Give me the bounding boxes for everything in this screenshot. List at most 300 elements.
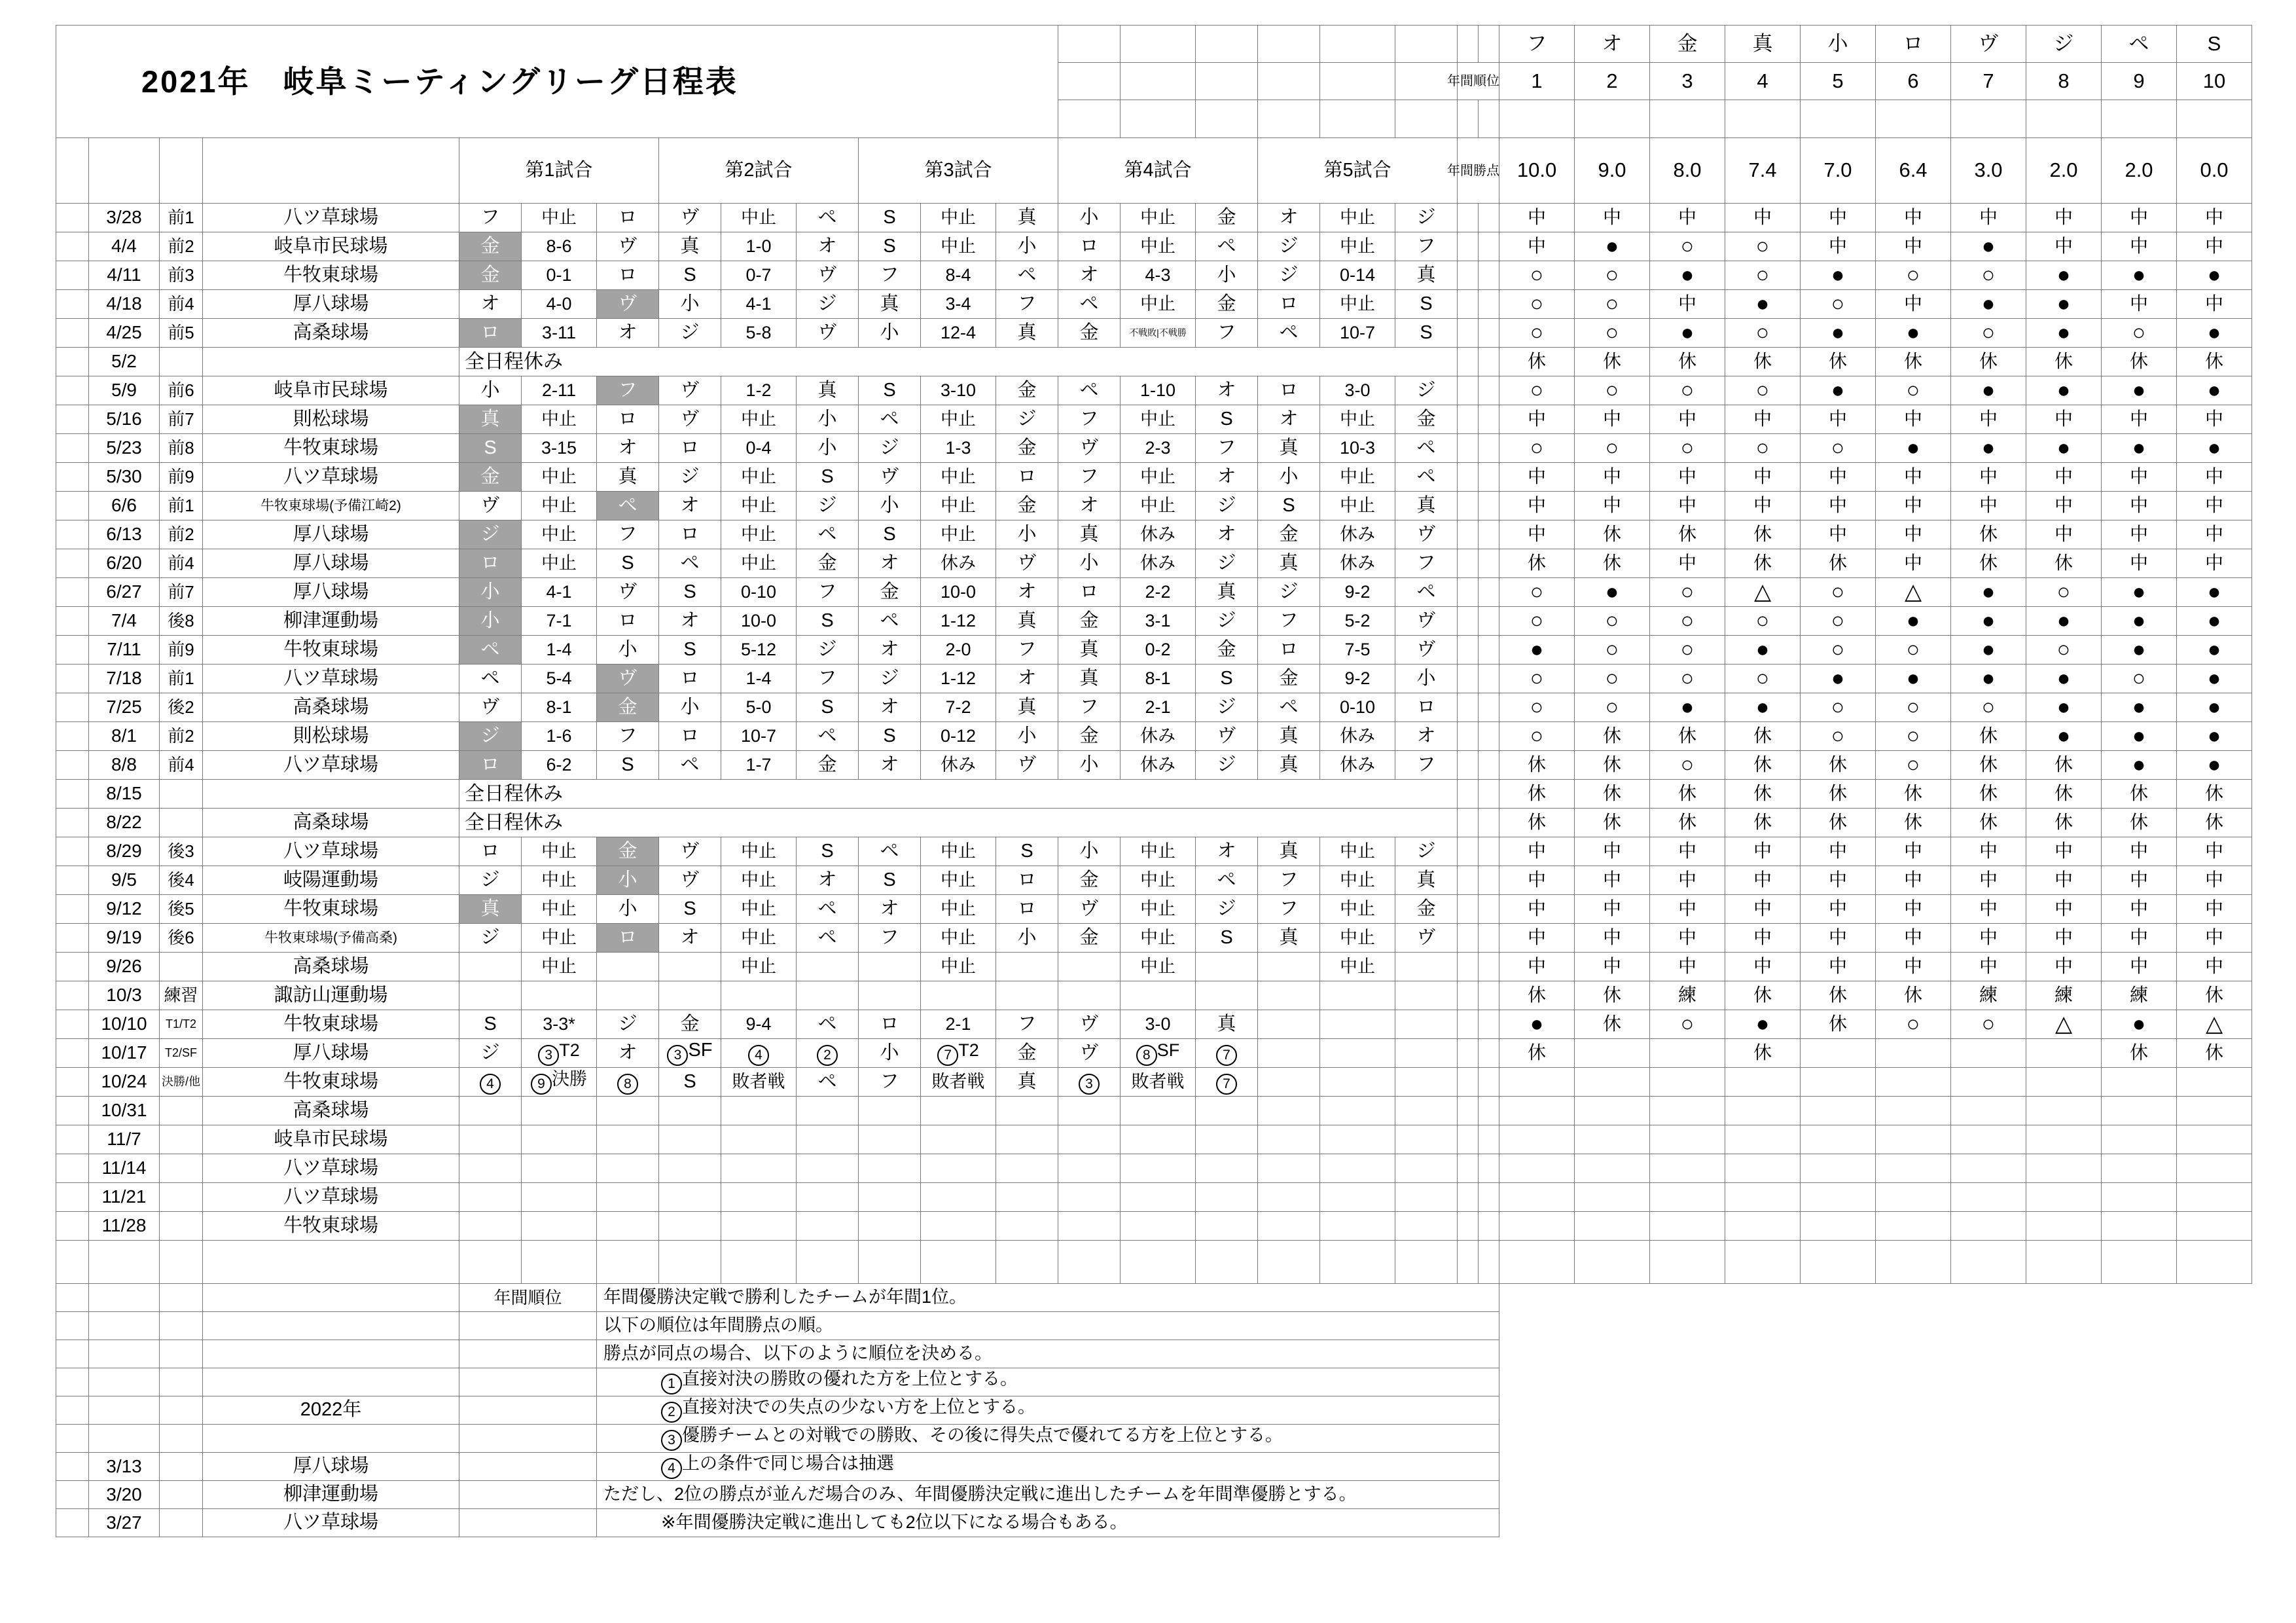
annual-rank-value: 5 bbox=[1801, 63, 1876, 100]
result-cell: 休 bbox=[1499, 780, 1575, 809]
date-cell: 7/25 bbox=[89, 693, 160, 722]
team-cell: ロ bbox=[659, 665, 721, 693]
score-cell: 中止 bbox=[1320, 463, 1395, 492]
date-cell: 7/4 bbox=[89, 607, 160, 636]
result-cell: ○ bbox=[1650, 1010, 1725, 1039]
game-cell-empty bbox=[1121, 1125, 1196, 1154]
team-cell: 小 bbox=[597, 636, 659, 665]
team-cell: オ bbox=[996, 665, 1058, 693]
row-margin bbox=[56, 376, 89, 405]
date-cell: 5/9 bbox=[89, 376, 160, 405]
team-cell: ジ bbox=[1258, 232, 1320, 261]
result-cell: ○ bbox=[1499, 722, 1575, 751]
team-cell: ペ bbox=[1258, 319, 1320, 348]
result-cell: ○ bbox=[1951, 1010, 2026, 1039]
result-cell: ○ bbox=[1575, 434, 1650, 463]
gap-cell bbox=[1458, 981, 1479, 1010]
void-area bbox=[1499, 1368, 2252, 1396]
score-cell: 休み bbox=[1320, 549, 1395, 578]
result-cell: 中 bbox=[1499, 232, 1575, 261]
result-cell: ● bbox=[1876, 607, 1951, 636]
annual-rank-value: 4 bbox=[1725, 63, 1801, 100]
result-cell bbox=[1575, 1212, 1650, 1241]
round-cell: 後6 bbox=[160, 924, 203, 953]
date-cell: 8/1 bbox=[89, 722, 160, 751]
game-cell-empty bbox=[721, 981, 797, 1010]
result-cell: 休 bbox=[1575, 520, 1650, 549]
result-cell: 休 bbox=[1725, 348, 1801, 376]
team-cell: ジ bbox=[1196, 492, 1258, 520]
venue-cell: 柳津運動場 bbox=[203, 1481, 459, 1509]
result-cell bbox=[1876, 1039, 1951, 1068]
result-cell: ● bbox=[1876, 319, 1951, 348]
team-cell: 金 bbox=[1196, 290, 1258, 319]
result-cell: ○ bbox=[1650, 665, 1725, 693]
team-cell: S bbox=[659, 578, 721, 607]
team-cell: 金 bbox=[1395, 405, 1458, 434]
game-cell-empty bbox=[597, 1212, 659, 1241]
result-cell: ○ bbox=[2026, 578, 2102, 607]
result-cell bbox=[1876, 1154, 1951, 1183]
team-cell: 金 bbox=[996, 492, 1058, 520]
result-cell: 中 bbox=[1575, 924, 1650, 953]
result-cell: ● bbox=[1951, 232, 2026, 261]
team-cell: ジ bbox=[459, 866, 522, 895]
result-cell bbox=[1951, 1097, 2026, 1125]
score-cell: 中止 bbox=[1121, 895, 1196, 924]
result-cell: 中 bbox=[1499, 924, 1575, 953]
round-cell bbox=[160, 1396, 203, 1425]
game-cell-empty bbox=[721, 1183, 797, 1212]
result-cell: 中 bbox=[1876, 866, 1951, 895]
result-cell bbox=[2102, 1068, 2177, 1097]
team-cell: ジ bbox=[459, 520, 522, 549]
result-cell: △ bbox=[1876, 578, 1951, 607]
result-cell: ● bbox=[1951, 290, 2026, 319]
score-cell: 休み bbox=[1121, 520, 1196, 549]
gap-cell bbox=[1479, 780, 1499, 809]
result-cell: 中 bbox=[1876, 204, 1951, 232]
gap-cell bbox=[1479, 376, 1499, 405]
team-cell: オ bbox=[659, 607, 721, 636]
gap-cell bbox=[1479, 607, 1499, 636]
team-cell bbox=[1395, 1039, 1458, 1068]
result-cell: 中 bbox=[2102, 204, 2177, 232]
score-cell: 中止 bbox=[1320, 232, 1395, 261]
result-cell: 中 bbox=[2177, 549, 2252, 578]
all-day-off-text: 全日程休み bbox=[459, 348, 1458, 376]
result-cell: ● bbox=[2177, 319, 2252, 348]
result-cell: 休 bbox=[1575, 722, 1650, 751]
row-margin bbox=[56, 636, 89, 665]
result-cell: 休 bbox=[1575, 780, 1650, 809]
team-cell: S bbox=[797, 463, 859, 492]
team-cell: ペ bbox=[1395, 434, 1458, 463]
annual-points-label: 年間勝点 bbox=[1458, 138, 1499, 204]
team-cell: ジ bbox=[459, 924, 522, 953]
result-cell: ○ bbox=[1650, 751, 1725, 780]
team-cell: ジ bbox=[597, 1010, 659, 1039]
venue-cell: 岐阜市民球場 bbox=[203, 1125, 459, 1154]
result-cell: ○ bbox=[1876, 1010, 1951, 1039]
team-cell: ペ bbox=[659, 549, 721, 578]
team-cell: ペ bbox=[1395, 578, 1458, 607]
row-margin bbox=[56, 722, 89, 751]
team-cell: 金 bbox=[459, 232, 522, 261]
team-cell: オ bbox=[1058, 261, 1121, 290]
result-cell: ● bbox=[2026, 319, 2102, 348]
team-cell: ヴ bbox=[597, 665, 659, 693]
team-cell: オ bbox=[1196, 837, 1258, 866]
venue-cell: 厚八球場 bbox=[203, 549, 459, 578]
game-cell-empty bbox=[1320, 1183, 1395, 1212]
date-cell: 4/11 bbox=[89, 261, 160, 290]
result-cell: 休 bbox=[2102, 780, 2177, 809]
team-cell: ペ bbox=[1196, 232, 1258, 261]
result-cell: ○ bbox=[1650, 232, 1725, 261]
game-cell-empty bbox=[1320, 1125, 1395, 1154]
team-cell: 金 bbox=[996, 1039, 1058, 1068]
result-cell: 休 bbox=[1725, 809, 1801, 837]
team-cell: 金 bbox=[996, 434, 1058, 463]
result-cell: 中 bbox=[1801, 837, 1876, 866]
team-cell: ヴ bbox=[597, 232, 659, 261]
game-cell-empty bbox=[1395, 1125, 1458, 1154]
score-cell: 中止 bbox=[721, 463, 797, 492]
result-cell: 中 bbox=[1801, 405, 1876, 434]
team-cell: ペ bbox=[797, 895, 859, 924]
result-cell: ● bbox=[1725, 636, 1801, 665]
gap-cell bbox=[1479, 1097, 1499, 1125]
date-cell: 6/20 bbox=[89, 549, 160, 578]
venue-cell: 岐阜市民球場 bbox=[203, 376, 459, 405]
gap-cell bbox=[1479, 232, 1499, 261]
result-cell: 中 bbox=[1951, 953, 2026, 981]
venue-cell: 高桑球場 bbox=[203, 693, 459, 722]
gap-cell bbox=[1479, 981, 1499, 1010]
score-cell: 中止 bbox=[522, 492, 597, 520]
score-cell: 中止 bbox=[522, 837, 597, 866]
score-cell: 中止 bbox=[522, 924, 597, 953]
team-cell bbox=[597, 1068, 659, 1097]
result-cell: 中 bbox=[2026, 204, 2102, 232]
row-margin bbox=[56, 1481, 89, 1509]
date-cell: 10/17 bbox=[89, 1039, 160, 1068]
venue-cell: 八ツ草球場 bbox=[203, 1183, 459, 1212]
result-cell: 休 bbox=[1575, 1010, 1650, 1039]
spacer-cell bbox=[1320, 1241, 1395, 1284]
score-cell: 中止 bbox=[721, 953, 797, 981]
game-cell-empty bbox=[859, 981, 921, 1010]
date-cell: 9/12 bbox=[89, 895, 160, 924]
result-cell: 休 bbox=[1951, 348, 2026, 376]
score-cell: 中止 bbox=[921, 953, 996, 981]
team-cell: オ bbox=[659, 924, 721, 953]
spacer-cell bbox=[721, 1241, 797, 1284]
spacer-cell bbox=[1258, 1241, 1320, 1284]
result-cell bbox=[1650, 1183, 1725, 1212]
result-cell: 中 bbox=[2102, 290, 2177, 319]
venue-cell bbox=[203, 348, 459, 376]
venue-cell: 岐陽運動場 bbox=[203, 866, 459, 895]
round-cell bbox=[160, 1212, 203, 1241]
venue-cell bbox=[203, 1312, 459, 1340]
result-cell bbox=[2026, 1183, 2102, 1212]
team-cell: フ bbox=[1058, 463, 1121, 492]
game-cell-empty bbox=[721, 1097, 797, 1125]
row-margin bbox=[56, 1154, 89, 1183]
gap-cell bbox=[1458, 1039, 1479, 1068]
round-cell bbox=[160, 1183, 203, 1212]
header-blank bbox=[1458, 100, 1479, 138]
game-cell-empty bbox=[797, 981, 859, 1010]
score-cell: 中止 bbox=[721, 549, 797, 578]
venue-cell: 八ツ草球場 bbox=[203, 1154, 459, 1183]
round-cell: 前4 bbox=[160, 549, 203, 578]
gap-cell bbox=[1458, 204, 1479, 232]
result-cell: ○ bbox=[1575, 665, 1650, 693]
result-cell: △ bbox=[1725, 578, 1801, 607]
team-cell: ペ bbox=[797, 1068, 859, 1097]
gap-cell bbox=[1458, 693, 1479, 722]
annual-rank-value: 2 bbox=[1575, 63, 1650, 100]
result-cell: 中 bbox=[1725, 204, 1801, 232]
result-cell bbox=[1951, 1039, 2026, 1068]
game-cell-empty bbox=[921, 1097, 996, 1125]
game-cell-empty bbox=[1196, 1183, 1258, 1212]
score-cell: 4-0 bbox=[522, 290, 597, 319]
score-cell: 8-6 bbox=[522, 232, 597, 261]
score-cell: 中止 bbox=[921, 866, 996, 895]
result-cell: 中 bbox=[2026, 837, 2102, 866]
score-cell bbox=[1320, 1010, 1395, 1039]
result-cell bbox=[1951, 1183, 2026, 1212]
annual-points-value: 6.4 bbox=[1876, 138, 1951, 204]
venue-cell: 則松球場 bbox=[203, 722, 459, 751]
result-cell: 中 bbox=[1951, 405, 2026, 434]
score-cell: 9-4 bbox=[721, 1010, 797, 1039]
team-cell: ジ bbox=[459, 722, 522, 751]
spacer-cell bbox=[459, 1241, 522, 1284]
team-cell: ロ bbox=[459, 319, 522, 348]
gap-cell bbox=[1458, 866, 1479, 895]
header-blank bbox=[1320, 26, 1395, 63]
team-cell: S bbox=[597, 549, 659, 578]
team-cell: オ bbox=[1395, 722, 1458, 751]
result-cell: ● bbox=[1725, 290, 1801, 319]
score-cell: 7-2 bbox=[921, 693, 996, 722]
score-cell: 5-0 bbox=[721, 693, 797, 722]
round-cell: 前5 bbox=[160, 319, 203, 348]
note-label bbox=[459, 1312, 597, 1340]
result-cell: 中 bbox=[1575, 837, 1650, 866]
game-cell-empty bbox=[921, 1125, 996, 1154]
score-cell: 3-10 bbox=[921, 376, 996, 405]
team-cell: ヴ bbox=[659, 204, 721, 232]
team-cell: 金 bbox=[1196, 204, 1258, 232]
result-cell: 中 bbox=[2026, 866, 2102, 895]
result-cell bbox=[2177, 1097, 2252, 1125]
result-cell: 中 bbox=[1876, 463, 1951, 492]
team-cell: ヴ bbox=[1395, 924, 1458, 953]
game-cell-empty bbox=[459, 1125, 522, 1154]
score-cell: 9 決勝 bbox=[522, 1068, 597, 1097]
team-cell: ロ bbox=[597, 405, 659, 434]
score-cell: 中止 bbox=[522, 866, 597, 895]
result-cell: 休 bbox=[1725, 722, 1801, 751]
result-cell: 休 bbox=[1951, 751, 2026, 780]
result-cell: ○ bbox=[1876, 722, 1951, 751]
result-cell: ● bbox=[1801, 665, 1876, 693]
team-cell: 金 bbox=[996, 376, 1058, 405]
header-blank bbox=[1650, 100, 1725, 138]
game-cell-empty bbox=[659, 1154, 721, 1183]
date-cell: 5/16 bbox=[89, 405, 160, 434]
result-cell: 中 bbox=[2026, 463, 2102, 492]
gap-cell bbox=[1458, 722, 1479, 751]
result-cell: ○ bbox=[1951, 261, 2026, 290]
gap-cell bbox=[1479, 434, 1499, 463]
result-cell bbox=[1951, 1068, 2026, 1097]
team-cell: ジ bbox=[1395, 837, 1458, 866]
score-cell: 中止 bbox=[721, 895, 797, 924]
result-cell: 休 bbox=[1499, 549, 1575, 578]
team-cell: 小 bbox=[797, 434, 859, 463]
result-cell: 中 bbox=[2102, 520, 2177, 549]
game-cell-empty bbox=[659, 1183, 721, 1212]
team-cell: 小 bbox=[597, 866, 659, 895]
round-cell: T2/SF bbox=[160, 1039, 203, 1068]
date-cell: 4/4 bbox=[89, 232, 160, 261]
result-cell: 中 bbox=[1650, 549, 1725, 578]
row-margin bbox=[56, 520, 89, 549]
game-cell-empty bbox=[522, 981, 597, 1010]
team-cell bbox=[797, 953, 859, 981]
score-cell: 3-1 bbox=[1121, 607, 1196, 636]
team-cell bbox=[1058, 953, 1121, 981]
team-cell: オ bbox=[1058, 492, 1121, 520]
team-cell: S bbox=[1395, 290, 1458, 319]
result-cell: ○ bbox=[1725, 434, 1801, 463]
result-cell bbox=[1801, 1212, 1876, 1241]
round-cell: 前1 bbox=[160, 492, 203, 520]
result-cell: 中 bbox=[1876, 549, 1951, 578]
row-margin bbox=[56, 607, 89, 636]
team-cell: S bbox=[459, 1010, 522, 1039]
result-cell: 中 bbox=[2177, 290, 2252, 319]
game-cell-empty bbox=[1196, 1154, 1258, 1183]
date-cell: 8/22 bbox=[89, 809, 160, 837]
note-label bbox=[459, 1425, 597, 1453]
row-margin bbox=[56, 924, 89, 953]
date-cell: 5/23 bbox=[89, 434, 160, 463]
result-cell: 休 bbox=[1876, 981, 1951, 1010]
game-cell-empty bbox=[1320, 1212, 1395, 1241]
result-cell: 休 bbox=[1951, 520, 2026, 549]
score-cell: 1-4 bbox=[522, 636, 597, 665]
result-cell: 中 bbox=[1725, 405, 1801, 434]
note-text: 勝点が同点の場合、以下のように順位を決める。 bbox=[597, 1340, 1499, 1368]
row-margin bbox=[56, 405, 89, 434]
result-cell: 中 bbox=[1575, 953, 1650, 981]
team-cell: ペ bbox=[859, 405, 921, 434]
spacer-cell bbox=[1121, 1241, 1196, 1284]
result-cell: 休 bbox=[1499, 1039, 1575, 1068]
team-cell: 真 bbox=[1058, 520, 1121, 549]
result-cell: 中 bbox=[1801, 866, 1876, 895]
gap-cell bbox=[1479, 1068, 1499, 1097]
team-cell: ペ bbox=[1058, 290, 1121, 319]
result-cell: 中 bbox=[2177, 492, 2252, 520]
team-cell: フ bbox=[597, 520, 659, 549]
team-cell bbox=[597, 953, 659, 981]
result-cell: ● bbox=[2026, 665, 2102, 693]
result-cell bbox=[1575, 1068, 1650, 1097]
result-cell: ○ bbox=[1499, 665, 1575, 693]
game-cell-empty bbox=[797, 1183, 859, 1212]
date-cell: 3/20 bbox=[89, 1481, 160, 1509]
result-cell: 中 bbox=[2102, 866, 2177, 895]
score-cell: 中止 bbox=[1121, 405, 1196, 434]
result-cell: ● bbox=[2102, 636, 2177, 665]
result-cell bbox=[2026, 1154, 2102, 1183]
note-text: ただし、2位の勝点が並んだ場合のみ、年間優勝決定戦に進出したチームを年間準優勝とする。 bbox=[597, 1481, 1499, 1509]
team-cell: 金 bbox=[797, 549, 859, 578]
team-cell: ペ bbox=[797, 924, 859, 953]
game-cell-empty bbox=[659, 981, 721, 1010]
score-cell: 5-12 bbox=[721, 636, 797, 665]
result-cell: 中 bbox=[1876, 924, 1951, 953]
spacer-cell bbox=[1876, 1241, 1951, 1284]
team-cell: ペ bbox=[597, 492, 659, 520]
result-cell: 休 bbox=[1801, 549, 1876, 578]
game-cell-empty bbox=[797, 1154, 859, 1183]
row-margin bbox=[56, 1125, 89, 1154]
score-cell: 中止 bbox=[1320, 492, 1395, 520]
result-cell: 中 bbox=[1650, 290, 1725, 319]
result-cell: 中 bbox=[1499, 520, 1575, 549]
row-margin bbox=[56, 1425, 89, 1453]
score-cell: 0-10 bbox=[721, 578, 797, 607]
team-cell: ペ bbox=[1258, 693, 1320, 722]
result-cell: ○ bbox=[1575, 261, 1650, 290]
score-cell: 8-4 bbox=[921, 261, 996, 290]
round-cell: 前8 bbox=[160, 434, 203, 463]
team-cell: ロ bbox=[1058, 578, 1121, 607]
result-cell: ● bbox=[1876, 665, 1951, 693]
date-cell: 6/13 bbox=[89, 520, 160, 549]
game-cell-empty bbox=[522, 1097, 597, 1125]
score-cell: 中止 bbox=[1320, 924, 1395, 953]
result-cell: ○ bbox=[2102, 665, 2177, 693]
result-cell: 休 bbox=[1725, 751, 1801, 780]
team-cell: ロ bbox=[1395, 693, 1458, 722]
round-cell: 前9 bbox=[160, 636, 203, 665]
result-cell: 休 bbox=[1801, 809, 1876, 837]
result-cell: 中 bbox=[2102, 895, 2177, 924]
round-cell bbox=[160, 1340, 203, 1368]
result-cell: ○ bbox=[1801, 578, 1876, 607]
result-cell: 中 bbox=[1876, 405, 1951, 434]
score-cell: 0-12 bbox=[921, 722, 996, 751]
score-cell: 中止 bbox=[1320, 405, 1395, 434]
game-cell-empty bbox=[1395, 1154, 1458, 1183]
team-cell: 金 bbox=[859, 578, 921, 607]
team-header: 金 bbox=[1650, 26, 1725, 63]
team-cell: 小 bbox=[1196, 261, 1258, 290]
team-cell: フ bbox=[1058, 405, 1121, 434]
result-cell: 休 bbox=[1575, 348, 1650, 376]
